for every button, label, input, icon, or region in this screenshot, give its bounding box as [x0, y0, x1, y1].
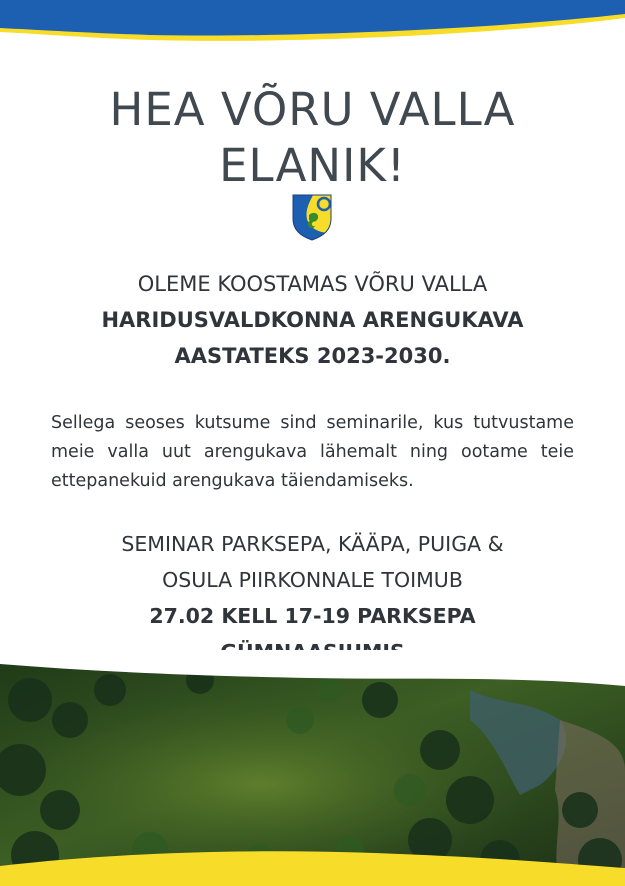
white-wave-divider: [0, 650, 625, 690]
invitation-paragraph: Sellega seoses kutsume sind seminarile, kus tutvustame meie valla uut arengukava lähemalt ning ootame teie ettepanekuid arengukava täiendamiseks.: [51, 413, 574, 491]
subtitle-line-1: OLEME KOOSTAMAS VÕRU VALLA: [137, 272, 488, 296]
bottom-wave-band: [0, 846, 625, 886]
title-line-1: HEA VÕRU VALLA: [109, 83, 516, 136]
subtitle-line-3: AASTATEKS 2023-2030.: [174, 344, 451, 368]
seminar-date-line: 27.02 KELL 17-19 PARKSEPA: [149, 604, 476, 628]
seminar-line-2: OSULA PIIRKONNALE TOIMUB: [162, 568, 463, 592]
page-title: [0, 82, 625, 194]
seminar-line-1: SEMINAR PARKSEPA, KÄÄPA, PUIGA &: [121, 532, 504, 556]
coat-of-arms-icon: [291, 193, 333, 241]
title-line-2: ELANIK!: [219, 139, 406, 192]
subtitle-line-2: HARIDUSVALDKONNA ARENGUKAVA: [101, 308, 524, 332]
seminar-block: [0, 526, 625, 670]
subtitle-block: [0, 266, 625, 374]
top-wave-band: [0, 0, 625, 50]
